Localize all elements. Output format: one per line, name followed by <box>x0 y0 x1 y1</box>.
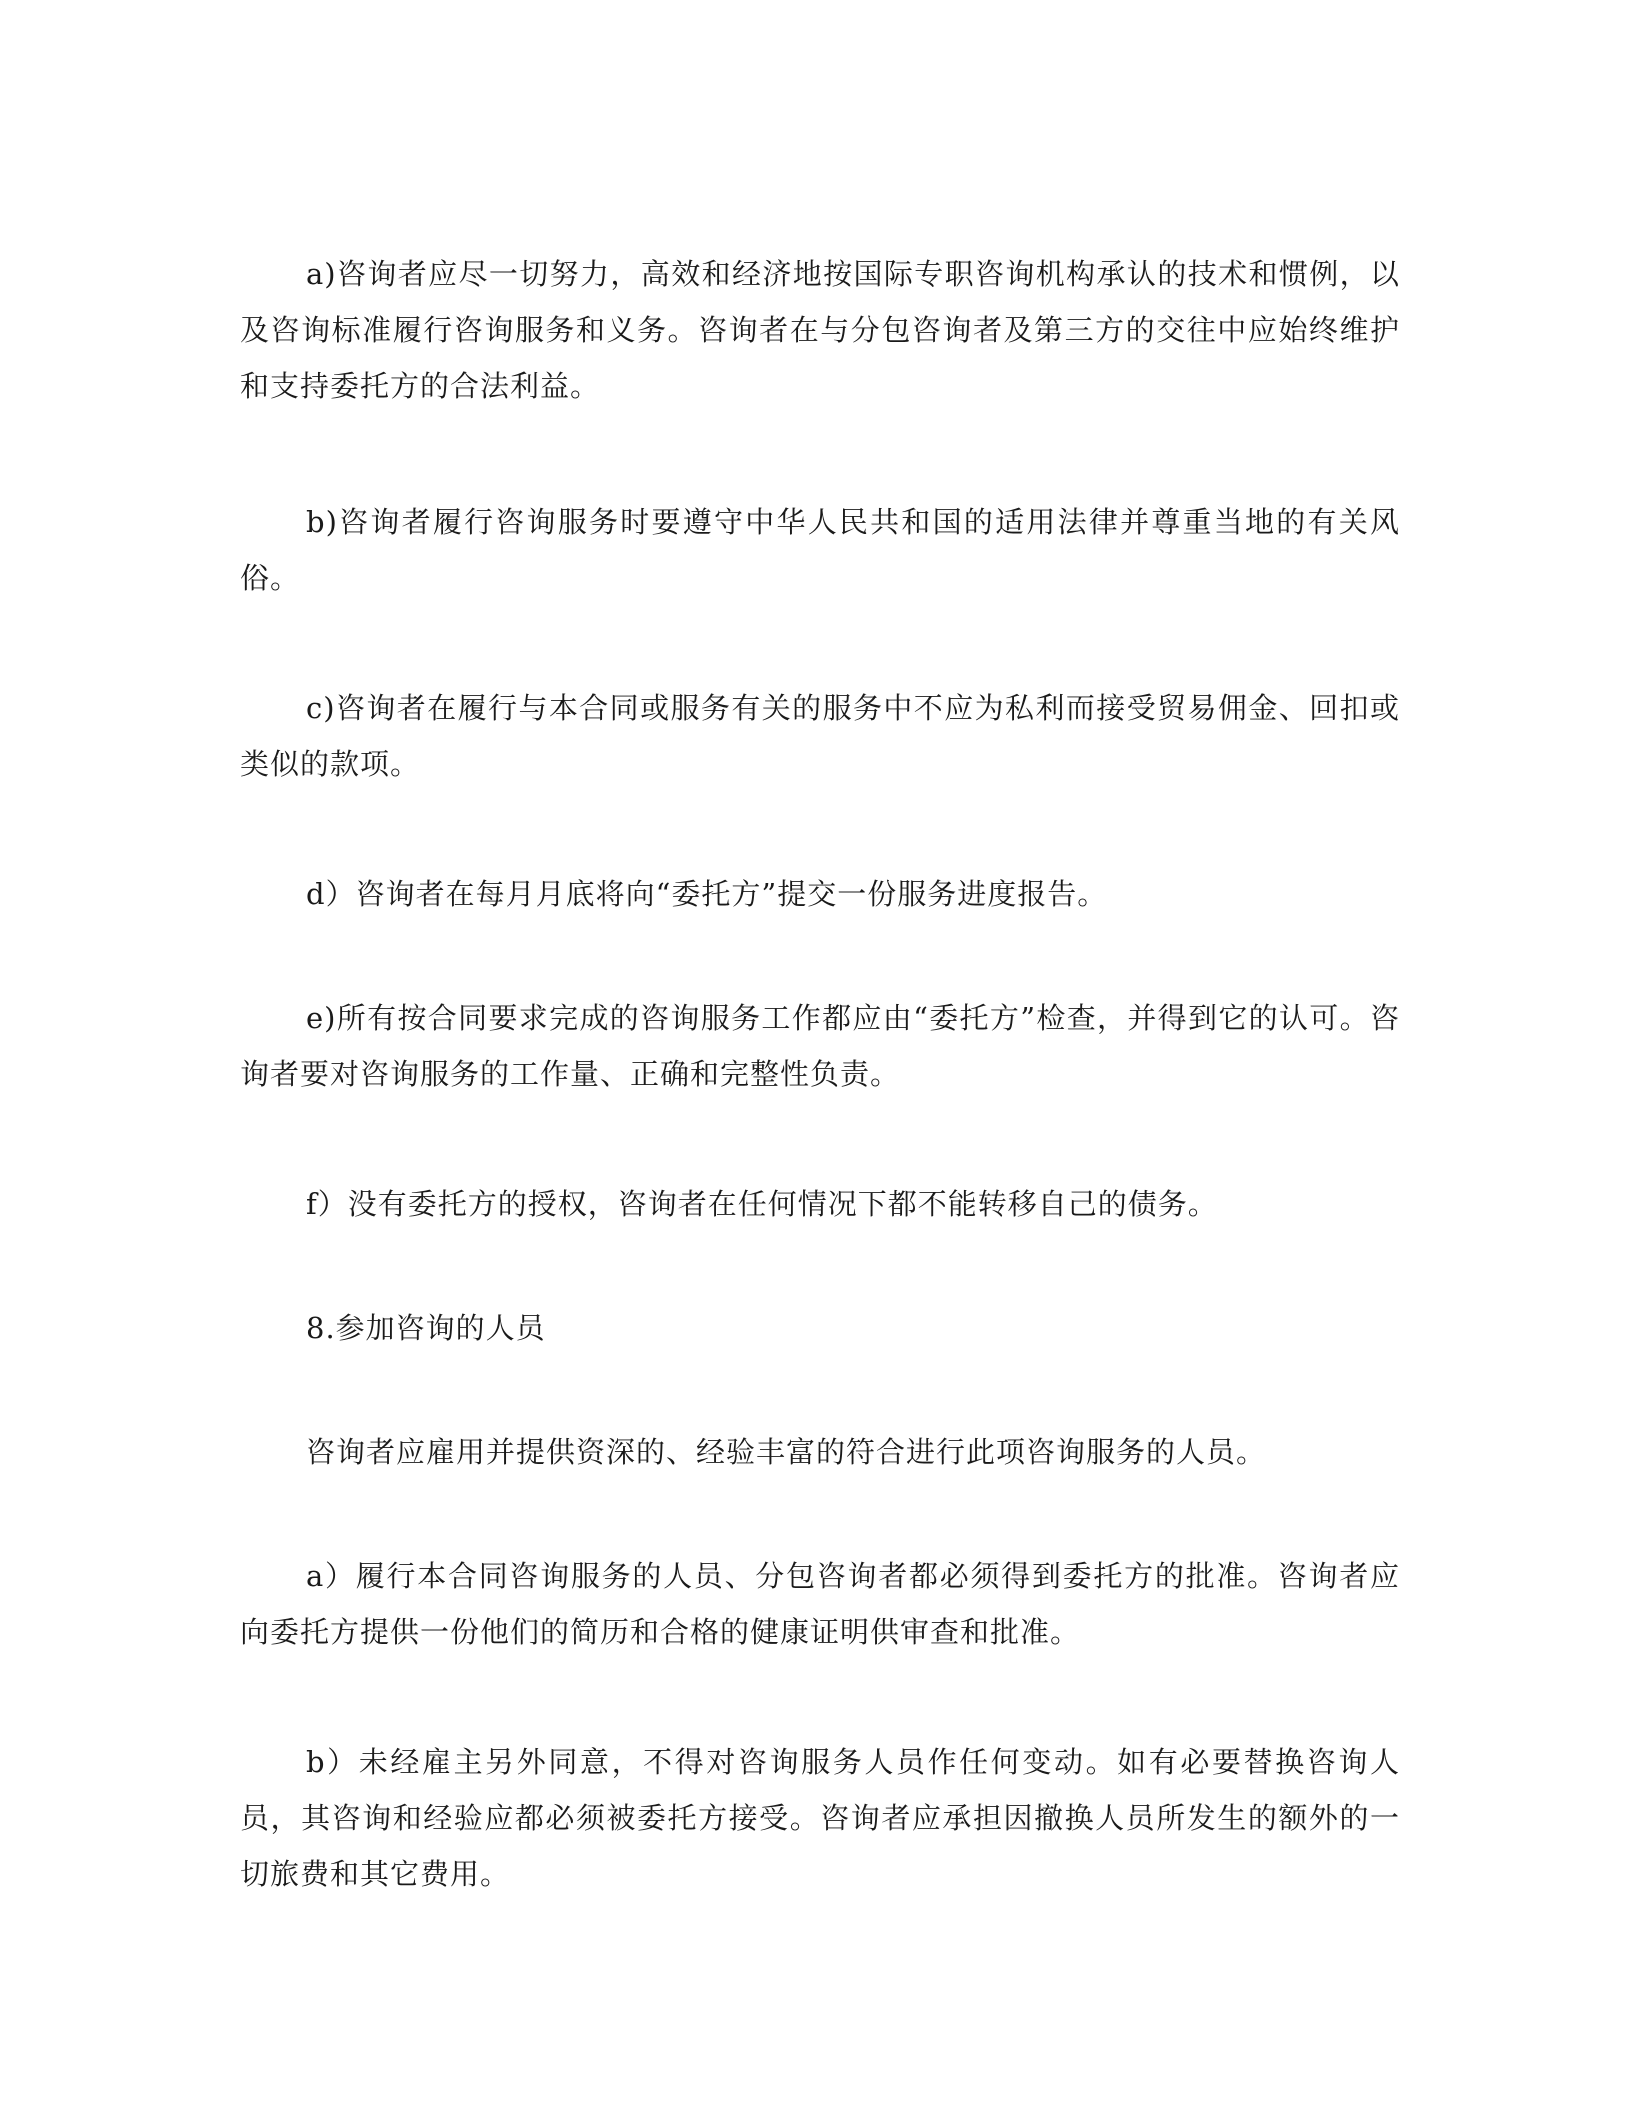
clause-b-paragraph: b)咨询者履行咨询服务时要遵守中华人民共和国的适用法律并尊重当地的有关风俗。 <box>240 505 1400 595</box>
clause-d-paragraph: d）咨询者在每月月底将向“委托方”提交一份服务进度报告。 <box>306 877 1108 911</box>
clause-e-paragraph: e)所有按合同要求完成的咨询服务工作都应由“委托方”检查，并得到它的认可。咨询者要对咨询服务的工作量、正确和完整性负责。 <box>240 1001 1400 1091</box>
section-8-heading: 8.参加咨询的人员 <box>306 1311 546 1345</box>
clause-c-paragraph: c)咨询者在履行与本合同或服务有关的服务中不应为私利而接受贸易佣金、回扣或类似的款项。 <box>240 691 1400 781</box>
section-8-intro: 咨询者应雇用并提供资深的、经验丰富的符合进行此项咨询服务的人员。 <box>306 1435 1267 1469</box>
clause-f-paragraph: f）没有委托方的授权，咨询者在任何情况下都不能转移自己的债务。 <box>306 1187 1218 1221</box>
section-8-clause-b: b）未经雇主另外同意，不得对咨询服务人员作任何变动。如有必要替换咨询人员，其咨询和经验应都必须被委托方接受。咨询者应承担因撤换人员所发生的额外的一切旅费和其它费用。 <box>240 1745 1400 1891</box>
clause-a-paragraph: a)咨询者应尽一切努力，高效和经济地按国际专职咨询机构承认的技术和惯例，以及咨询标准履行咨询服务和义务。咨询者在与分包咨询者及第三方的交往中应始终维护和支持委托方的合法利益。 <box>240 257 1400 403</box>
section-8-clause-a: a）履行本合同咨询服务的人员、分包咨询者都必须得到委托方的批准。咨询者应向委托方提供一份他们的简历和合格的健康证明供审查和批准。 <box>240 1559 1400 1649</box>
